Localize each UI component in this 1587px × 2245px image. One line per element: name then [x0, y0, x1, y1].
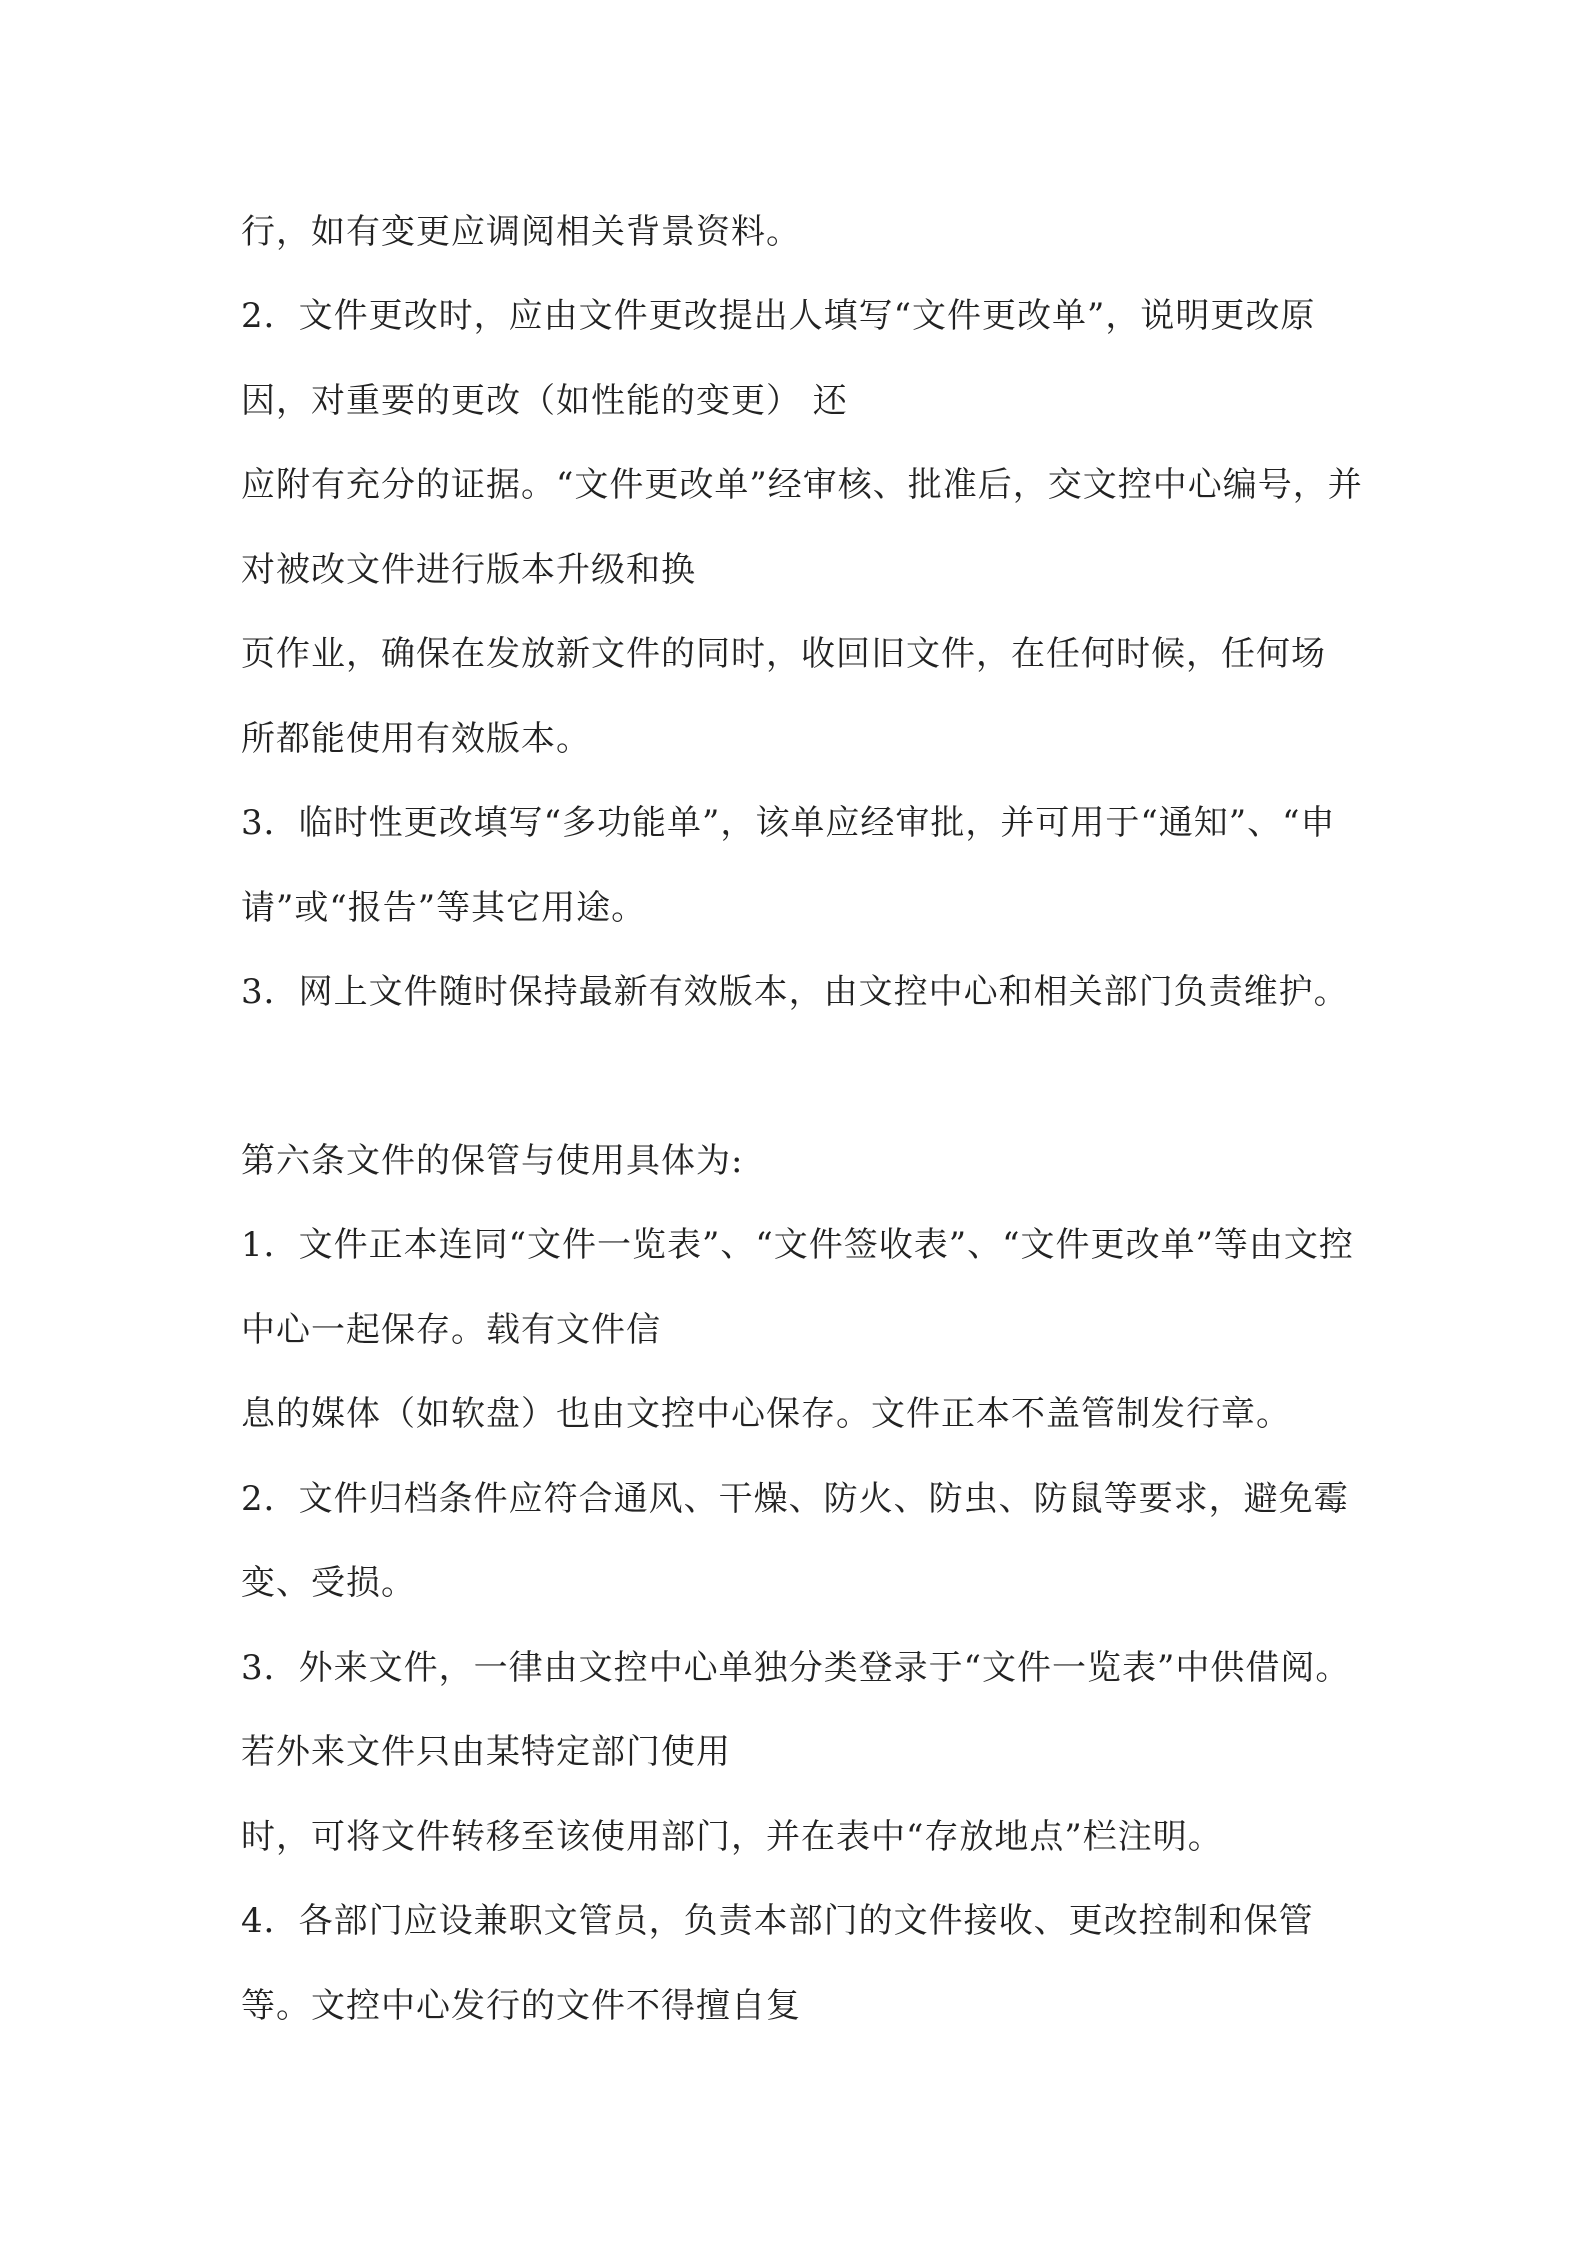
text-line: 对被改文件进行版本升级和换	[241, 550, 696, 590]
text-line: 因，对重要的更改（如性能的变更） 还	[241, 381, 848, 421]
text-line: 变、受损。	[241, 1563, 416, 1603]
text-line: 中心一起保存。载有文件信	[241, 1310, 661, 1350]
text-line: 时，可将文件转移至该使用部门，并在表中“存放地点”栏注明。	[241, 1817, 1223, 1857]
text-line: 息的媒体（如软盘）也由文控中心保存。文件正本不盖管制发行章。	[241, 1394, 1291, 1434]
text-line: 所都能使用有效版本。	[241, 719, 591, 759]
text-line: 应附有充分的证据。“文件更改单”经审核、批准后，交文控中心编号，并	[241, 465, 1363, 505]
text-line: 4．各部门应设兼职文管员，负责本部门的文件接收、更改控制和保管	[241, 1901, 1314, 1941]
text-line: 1．文件正本连同“文件一览表”、“文件签收表”、“文件更改单”等由文控	[241, 1225, 1354, 1265]
text-line: 等。文控中心发行的文件不得擅自复	[241, 1986, 801, 2026]
text-line: 3．外来文件，一律由文控中心单独分类登录于“文件一览表”中供借阅。	[241, 1648, 1351, 1688]
text-line: 2．文件归档条件应符合通风、干燥、防火、防虫、防鼠等要求，避免霉	[241, 1479, 1349, 1519]
text-line: 3．网上文件随时保持最新有效版本，由文控中心和相关部门负责维护。	[241, 972, 1349, 1012]
text-line: 请”或“报告”等其它用途。	[241, 888, 647, 928]
section-heading: 第六条文件的保管与使用具体为:	[241, 1141, 744, 1181]
text-line: 若外来文件只由某特定部门使用	[241, 1732, 731, 1772]
text-line: 2．文件更改时，应由文件更改提出人填写“文件更改单”，说明更改原	[241, 296, 1316, 336]
text-line: 页作业，确保在发放新文件的同时，收回旧文件，在任何时候，任何场	[241, 634, 1326, 674]
text-line: 3．临时性更改填写“多功能单”，该单应经审批，并可用于“通知”、“申	[241, 803, 1336, 843]
text-line: 行，如有变更应调阅相关背景资料。	[241, 212, 801, 252]
